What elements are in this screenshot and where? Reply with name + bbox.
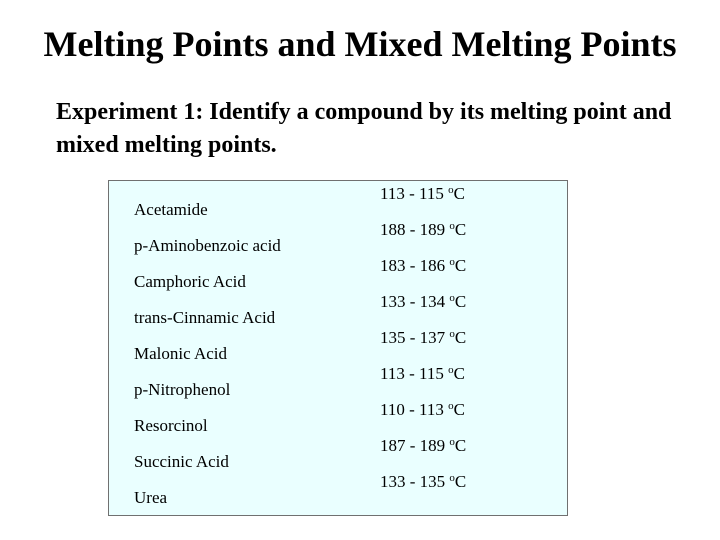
compound-name: p-Aminobenzoic acid — [134, 236, 281, 255]
table-row — [109, 256, 567, 299]
melting-point: 133 - 134 $^o$C — [380, 292, 467, 311]
compound-name: Succinic Acid — [134, 452, 229, 471]
table-row — [109, 436, 567, 479]
compound-name: trans-Cinnamic Acid — [134, 308, 276, 327]
melting-point: 113 - 115 $^o$C — [380, 184, 465, 203]
melting-point: 113 - 115 $^o$C — [380, 364, 465, 383]
table-row — [109, 400, 567, 443]
table-row — [109, 364, 567, 407]
compound-name: Urea — [134, 488, 168, 507]
slide-title: Melting Points and Mixed Melting Points — [43, 24, 677, 64]
table-row — [109, 328, 567, 371]
compound-name: Acetamide — [134, 200, 208, 219]
compound-name: Malonic Acid — [134, 344, 228, 363]
melting-point: 188 - 189 $^o$C — [380, 220, 467, 239]
table-row — [109, 184, 567, 227]
compound-name: p-Nitrophenol — [134, 380, 231, 399]
table-row — [109, 472, 567, 515]
melting-point: 110 - 113 $^o$C — [380, 400, 465, 419]
melting-point: 133 - 135 $^o$C — [380, 472, 467, 491]
melting-point: 183 - 186 $^o$C — [380, 256, 467, 275]
melting-point: 135 - 137 $^o$C — [380, 328, 467, 347]
table-row — [109, 292, 567, 335]
compound-table — [108, 180, 568, 516]
compound-name: Resorcinol — [134, 416, 208, 435]
table-row — [109, 220, 567, 263]
compound-name: Camphoric Acid — [134, 272, 246, 291]
experiment-subtitle: Experiment 1: Identify a compound by its melting point and mixed melting points. — [56, 99, 672, 158]
melting-point: 187 - 189 $^o$C — [380, 436, 467, 455]
